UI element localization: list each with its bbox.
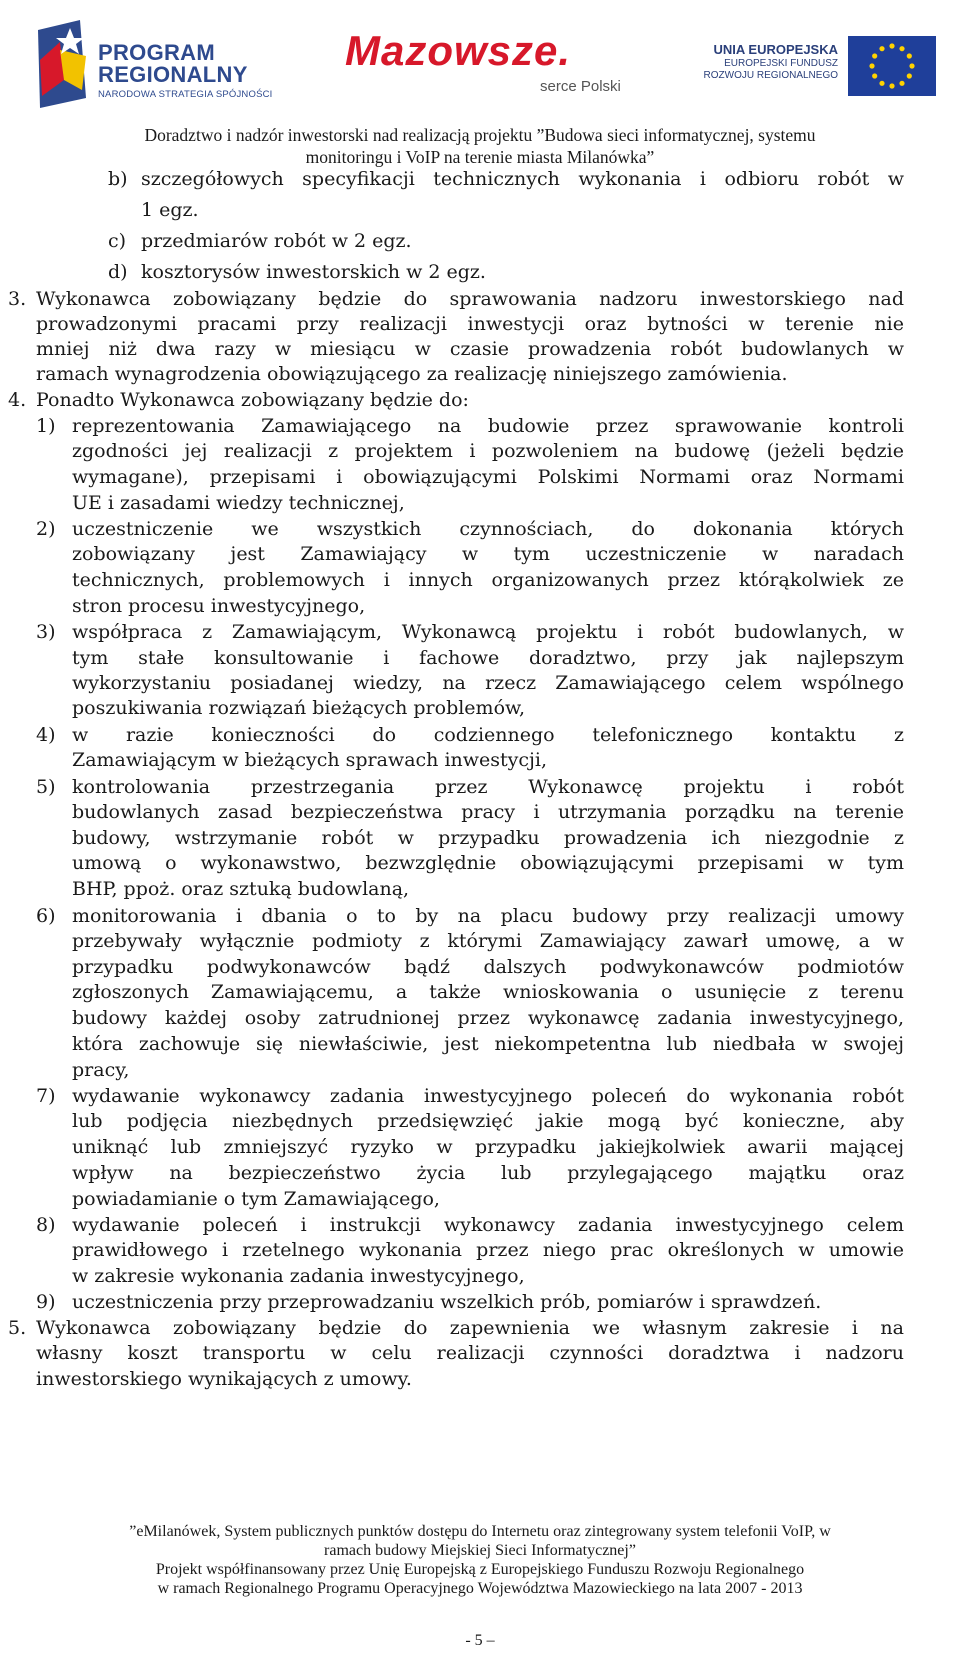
item-c-line1: przedmiarów robót w 2 egz.	[141, 230, 412, 252]
item-7-line3: uniknąć lub zmniejszyć ryzyko w przypadku jakiejkolwiek awarii mającej	[72, 1136, 904, 1158]
item-5-line1: kontrolowania przestrzegania przez Wykonawcę projektu i robót	[72, 776, 904, 798]
program-regionalny-logo	[30, 20, 305, 110]
paragraph-5-line2: własny koszt transportu w celu realizacji czynności doradztwa i nadzoru	[36, 1342, 904, 1364]
eu-star-icon	[889, 43, 894, 48]
item-7-line5: powiadamianie o tym Zamawiającego,	[72, 1188, 440, 1210]
eu-flag-icon	[848, 36, 936, 96]
item-d-line1: kosztorysów inwestorskich w 2 egz.	[141, 261, 486, 283]
item-8-line3: w zakresie wykonania zadania inwestycyjnego,	[72, 1265, 525, 1287]
item-2-line2: zobowiązany jest Zamawiający w tym uczestniczenie w naradach	[72, 543, 904, 565]
item-d-marker: d)	[108, 261, 128, 283]
eu-star-icon	[879, 46, 884, 51]
eu-line3: ROZWOJU REGIONALNEGO	[703, 70, 838, 81]
paragraph-3-line2: prowadzonymi pracami przy realizacji inwestycji oraz bytności w terenie nie	[36, 313, 904, 335]
item-b-line1: szczegółowych specyfikacji technicznych wykonania i odbioru robót w	[141, 168, 904, 190]
program-line1: PROGRAM	[98, 40, 215, 65]
item-b-marker: b)	[108, 168, 128, 190]
item-5-line3: budowy, wstrzymanie robót w przypadku prowadzenia ich niezgodnie z	[72, 827, 904, 849]
item-4-marker: 4)	[36, 724, 56, 746]
item-6-marker: 6)	[36, 905, 56, 927]
item-3-line2: tym stałe konsultowanie i fachowe doradztwo, przy jak najlepszym	[72, 647, 904, 669]
program-regionalny-text	[98, 42, 273, 102]
item-6-line7: pracy,	[72, 1059, 130, 1081]
eu-star-icon	[899, 46, 904, 51]
item-2-line3: technicznych, problemowych i innych organizowanych przez którąkolwiek ze	[72, 569, 904, 591]
item-5-marker: 5)	[36, 776, 56, 798]
eu-star-icon	[889, 83, 894, 88]
header-logos	[0, 0, 960, 120]
page-number: - 5 –	[465, 1632, 495, 1649]
mazowsze-wordmark: Mazowsze.	[345, 27, 572, 74]
item-b-line2: 1 egz.	[141, 199, 199, 221]
item-6-line3: przypadku podwykonawców bądź dalszych podwykonawców podmiotów	[72, 956, 904, 978]
eu-text	[688, 42, 838, 82]
program-line3: NARODOWA STRATEGIA SPÓJNOŚCI	[98, 89, 273, 100]
eu-star-icon	[899, 81, 904, 86]
paragraph-5-line3: inwestorskiego wynikających z umowy.	[36, 1368, 412, 1390]
item-1-line2: zgodności jej realizacji z projektem i pozwoleniem na budowę (jeżeli będzie	[72, 440, 904, 462]
item-1-line3: wymagane), przepisami i obowiązującymi Polskimi Normami oraz Normami	[72, 466, 904, 488]
paragraph-5-marker: 5.	[8, 1317, 27, 1339]
paragraph-5-line1: Wykonawca zobowiązany będzie do zapewnienia we własnym zakresie i na	[36, 1317, 904, 1339]
item-c-marker: c)	[108, 230, 127, 252]
paragraph-3-marker: 3.	[8, 288, 27, 310]
mazowsze-logo	[345, 28, 645, 108]
eu-star-icon	[872, 53, 877, 58]
item-5-line4: umową o wykonawstwo, bezwzględnie obowiązującymi przepisami w tym	[72, 852, 904, 874]
document-header	[30, 124, 930, 168]
item-5-line2: budowlanych zasad bezpieczeństwa pracy i utrzymania porządku na terenie	[72, 801, 904, 823]
footer-line4: w ramach Regionalnego Programu Operacyjnego Województwa Mazowieckiego na lata 2007 - 2013	[157, 1580, 803, 1597]
eu-star-icon	[907, 53, 912, 58]
eu-star-icon	[869, 63, 874, 68]
item-6-line1: monitorowania i dbania o to by na placu budowy przy realizacji umowy	[72, 905, 904, 927]
eu-logo	[688, 36, 938, 96]
program-line2: REGIONALNY	[98, 62, 248, 87]
eu-star-icon	[909, 63, 914, 68]
item-5-line5: BHP, ppoż. oraz sztuką budowlaną,	[72, 878, 410, 900]
item-7-marker: 7)	[36, 1085, 56, 1107]
item-7-line2: lub podjęcia niezbędnych przedsięwzięć jakie mogą być konieczne, aby	[72, 1110, 904, 1132]
paragraph-3-line3: mniej niż dwa razy w miesiącu w czasie prowadzenia robót budowlanych w	[36, 338, 904, 360]
item-8-line2: prawidłowego i rzetelnego wykonania przez niego prac określonych w umowie	[72, 1239, 904, 1261]
eu-line1: UNIA EUROPEJSKA	[713, 42, 838, 57]
header-line2: monitoringu i VoIP na terenie miasta Milanówka”	[305, 147, 655, 167]
item-2-line1: uczestniczenie we wszystkich czynnościach, do dokonania których	[72, 518, 904, 540]
item-9-marker: 9)	[36, 1291, 56, 1313]
item-7-line4: wpływ na bezpieczeństwo życia lub przylegającego majątku oraz	[72, 1162, 904, 1184]
item-1-line4: UE i zasadami wiedzy technicznej,	[72, 492, 405, 514]
paragraph-4-line1: Ponadto Wykonawca zobowiązany będzie do:	[36, 389, 469, 411]
footer-line3: Projekt współfinansowany przez Unię Europejską z Europejskiego Funduszu Rozwoju Regionalnego	[155, 1561, 805, 1578]
program-regionalny-emblem-icon	[30, 20, 92, 108]
item-1-marker: 1)	[36, 415, 56, 437]
header-line1: Doradztwo i nadzór inwestorski nad realizacją projektu ”Budowa sieci informatycznej, systemu	[144, 125, 816, 145]
item-6-line5: budowy każdej osoby zatrudnionej przez wykonawcę zadania inwestycyjnego,	[72, 1007, 904, 1029]
item-3-marker: 3)	[36, 621, 56, 643]
item-9-line1: uczestniczenia przy przeprowadzaniu wszelkich prób, pomiarów i sprawdzeń.	[72, 1291, 822, 1313]
footer-line1: ”eMilanówek, System publicznych punktów dostępu do Internetu oraz zintegrowany system telefonii VoIP, w	[129, 1523, 831, 1540]
item-7-line1: wydawanie wykonawcy zadania inwestycyjnego poleceń do wykonania robót	[72, 1085, 904, 1107]
item-6-line4: zgłoszonych Zamawiającemu, a także wnioskowania o usunięcie z terenu	[72, 981, 904, 1003]
item-8-line1: wydawanie poleceń i instrukcji wykonawcy zadania inwestycyjnego celem	[72, 1214, 904, 1236]
item-8-marker: 8)	[36, 1214, 56, 1236]
footer-line2: ramach budowy Miejskiej Sieci Informatycznej”	[324, 1542, 636, 1559]
mazowsze-tagline: serce Polski	[540, 78, 621, 95]
eu-star-icon	[907, 73, 912, 78]
item-1-line1: reprezentowania Zamawiającego na budowie przez sprawowanie kontroli	[72, 415, 904, 437]
paragraph-4-marker: 4.	[8, 389, 27, 411]
eu-line2: EUROPEJSKI FUNDUSZ	[724, 58, 838, 69]
item-4-line1: w razie konieczności do codziennego telefonicznego kontaktu z	[72, 724, 904, 746]
item-4-line2: Zamawiającym w bieżących sprawach inwestycji,	[72, 749, 548, 771]
item-2-line4: stron procesu inwestycyjnego,	[72, 595, 366, 617]
item-3-line4: poszukiwania rozwiązań bieżących problemów,	[72, 697, 526, 719]
eu-star-icon	[879, 81, 884, 86]
item-2-marker: 2)	[36, 518, 56, 540]
item-6-line2: przebywały wyłącznie podmioty z którymi Zamawiający zawarł umowę, a w	[72, 930, 904, 952]
paragraph-3-line1: Wykonawca zobowiązany będzie do sprawowania nadzoru inwestorskiego nad	[36, 288, 904, 310]
item-3-line1: współpraca z Zamawiającym, Wykonawcą projektu i robót budowlanych, w	[72, 621, 904, 643]
document-footer	[30, 1522, 930, 1598]
item-3-line3: wykorzystaniu posiadanej wiedzy, na rzecz Zamawiającego celem wspólnego	[72, 672, 904, 694]
paragraph-3-line4: ramach wynagrodzenia obowiązującego za realizację niniejszego zamówienia.	[36, 363, 788, 385]
item-6-line6: która zachowuje się niewłaściwie, jest niekompetentna lub niedbała w swojej	[72, 1033, 904, 1055]
eu-star-icon	[872, 73, 877, 78]
